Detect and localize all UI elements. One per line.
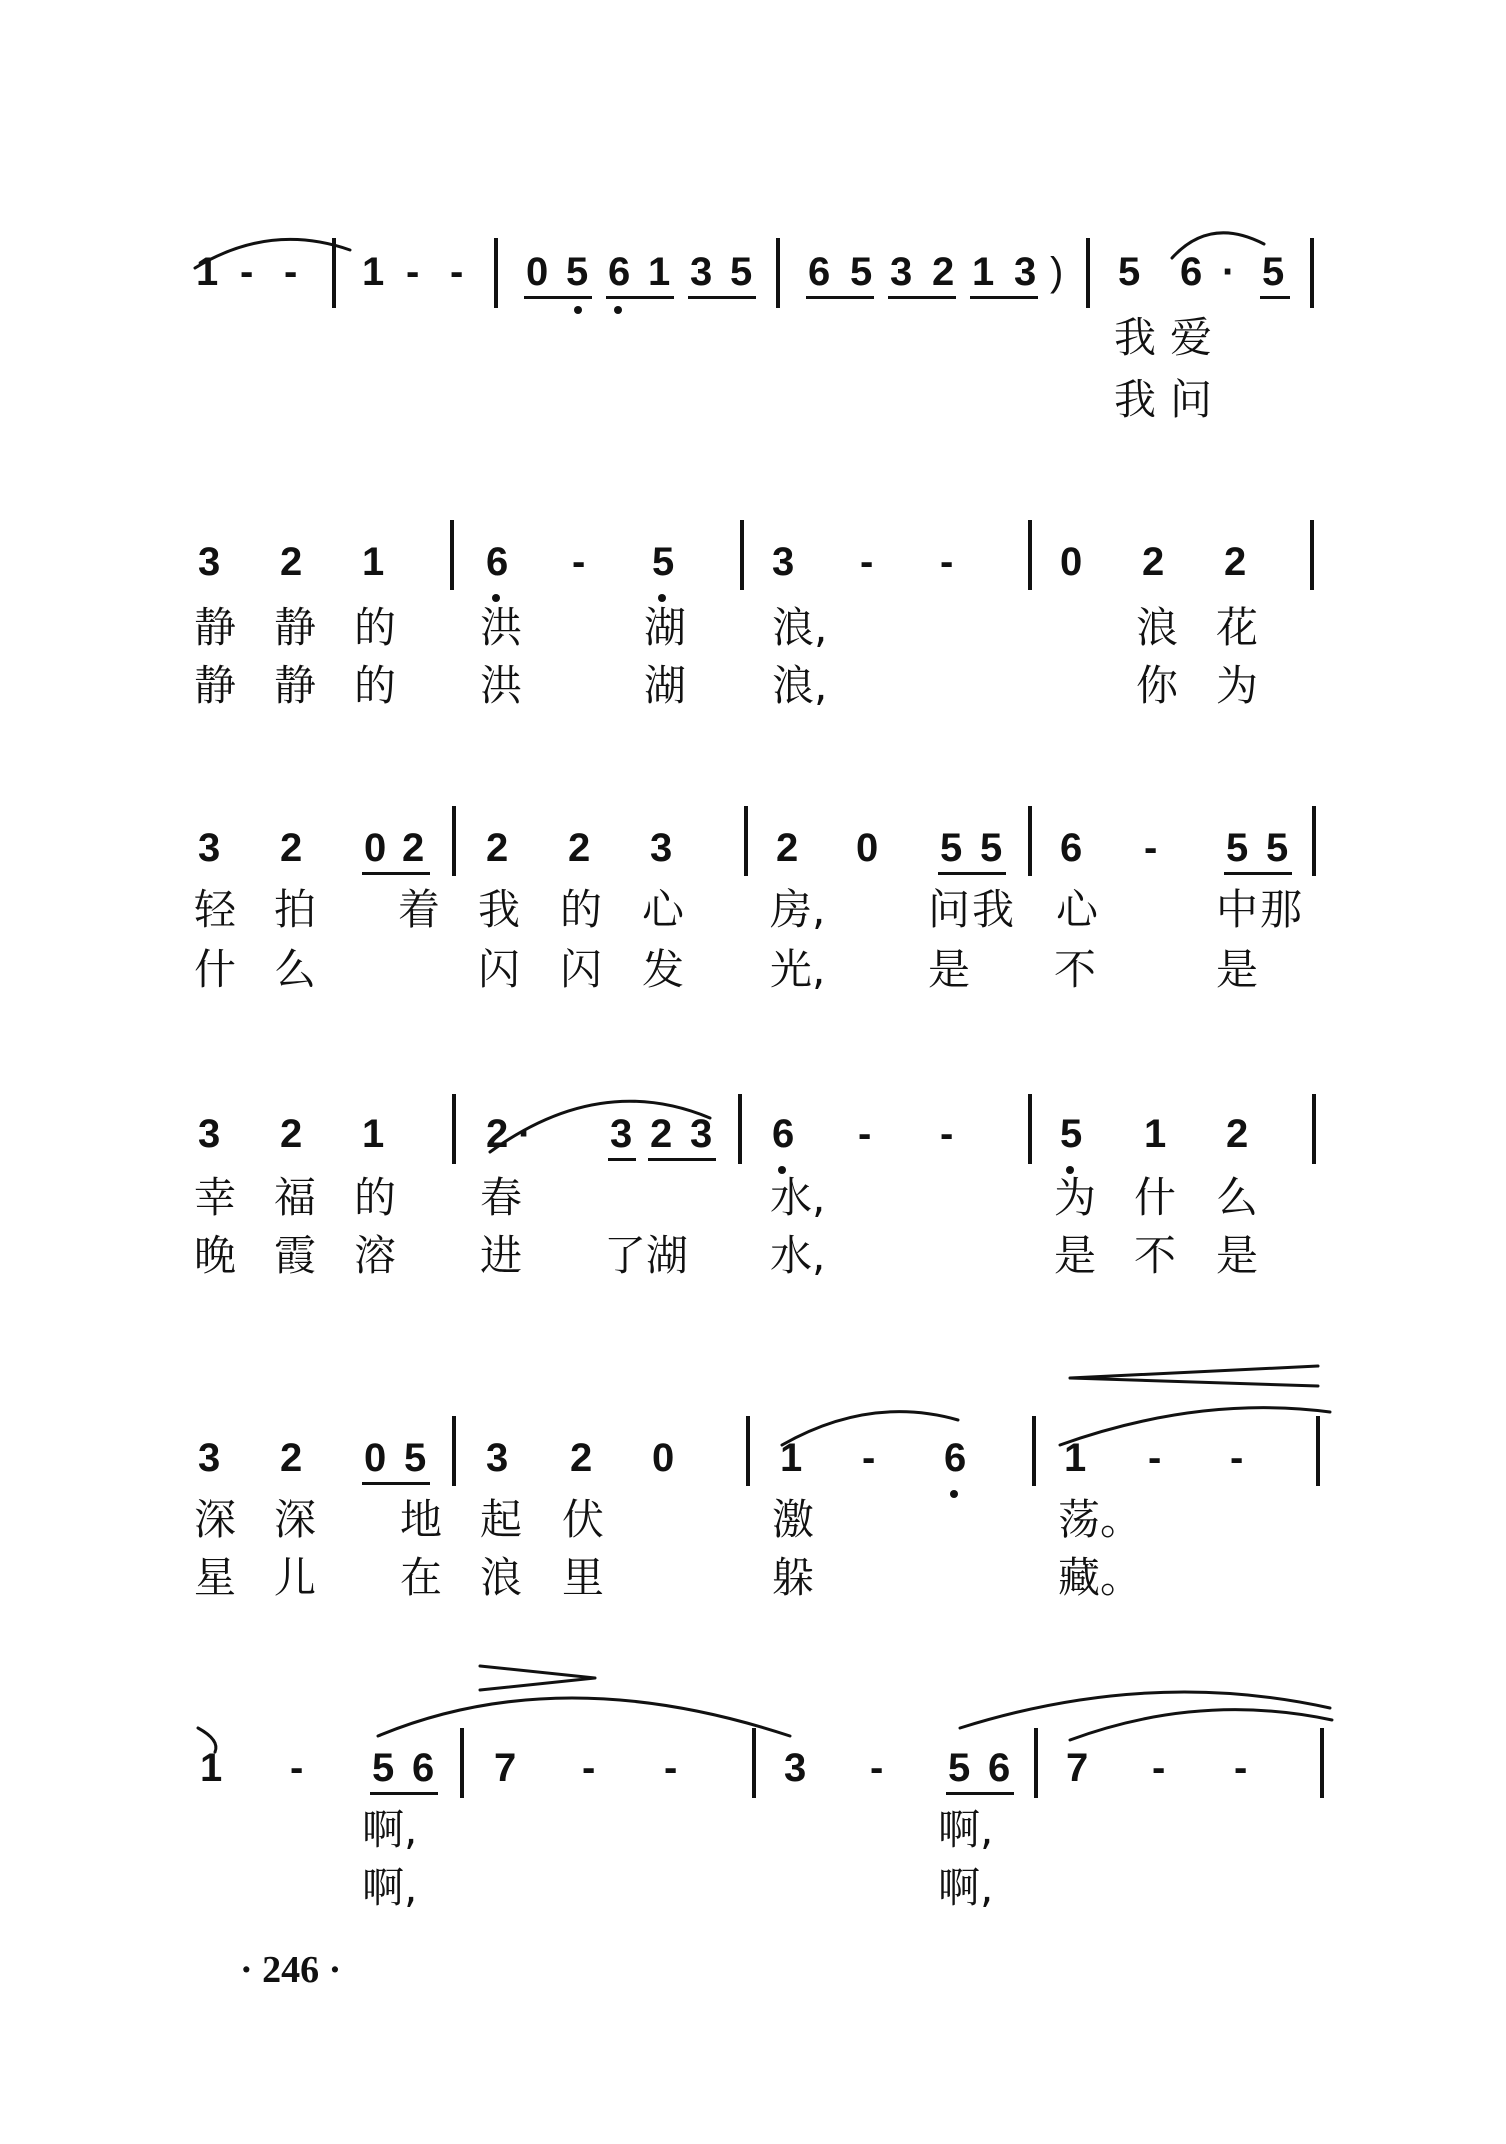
barline xyxy=(738,1094,742,1164)
lyric: 儿 xyxy=(274,1553,317,1602)
lyric: 我 xyxy=(972,885,1015,934)
note: 2 xyxy=(280,826,303,870)
low-octave-dot xyxy=(658,594,666,602)
note: - xyxy=(858,1112,872,1156)
note: 2 xyxy=(570,1436,593,1480)
note: 5 xyxy=(730,250,753,294)
lyric: 么 xyxy=(274,945,317,994)
note: 2 xyxy=(280,540,303,584)
lyric: 的 xyxy=(560,885,603,934)
note: - xyxy=(582,1746,596,1790)
underline xyxy=(362,872,430,875)
barline xyxy=(1310,238,1314,308)
lyric: 的 xyxy=(354,603,397,652)
note: 2 xyxy=(486,826,509,870)
underline xyxy=(688,296,756,299)
lyric: 不 xyxy=(1134,1231,1177,1280)
note: - xyxy=(1230,1436,1244,1480)
slur-line6-d xyxy=(1070,1710,1332,1740)
note: 1 xyxy=(780,1436,803,1480)
barline xyxy=(452,1094,456,1164)
lyric: 水, xyxy=(770,1173,826,1222)
note: 0 xyxy=(1060,540,1083,584)
note: 1 xyxy=(1144,1112,1167,1156)
note: - xyxy=(240,250,254,294)
note: 2 xyxy=(1224,540,1247,584)
barline xyxy=(1316,1416,1320,1486)
tie-1 xyxy=(195,239,350,268)
note: 6 xyxy=(608,250,631,294)
underline xyxy=(888,296,956,299)
underline xyxy=(370,1792,438,1795)
underline xyxy=(1260,296,1290,299)
lyric: 啊, xyxy=(362,1863,418,1912)
low-octave-dot xyxy=(950,1490,958,1498)
lyric: 了 xyxy=(604,1231,647,1280)
note: 3 xyxy=(772,540,795,584)
lyric: 啊, xyxy=(362,1805,418,1854)
note: 2 xyxy=(776,826,799,870)
barline xyxy=(452,1416,456,1486)
lyric: 进 xyxy=(480,1231,523,1280)
note: 7 xyxy=(1066,1746,1089,1790)
lyric: 闪 xyxy=(560,945,603,994)
lyric: 是 xyxy=(1054,1231,1097,1280)
lyric: 那 xyxy=(1260,885,1303,934)
lyric: 为 xyxy=(1216,661,1259,710)
note: 0 xyxy=(364,1436,387,1480)
note: 2 xyxy=(1142,540,1165,584)
lyric: 里 xyxy=(562,1553,605,1602)
lyric: 晚 xyxy=(194,1231,237,1280)
low-octave-dot xyxy=(492,594,500,602)
lyric: 房, xyxy=(770,885,826,934)
note: 2 xyxy=(280,1436,303,1480)
note: 1 xyxy=(200,1746,223,1790)
barline xyxy=(740,520,744,590)
lyric: 洪 xyxy=(480,661,523,710)
note: 3 xyxy=(690,250,713,294)
lyric: 着 xyxy=(398,885,441,934)
note: - xyxy=(284,250,298,294)
barline xyxy=(776,238,780,308)
lyric: 爱 xyxy=(1170,313,1213,362)
lyric: 浪 xyxy=(480,1553,523,1602)
lyric: 为 xyxy=(1054,1173,1097,1222)
page-number: · 246 · xyxy=(240,1949,342,1991)
lyric: 问 xyxy=(928,885,971,934)
lyric: 问 xyxy=(1170,375,1213,424)
note: 3 xyxy=(198,826,221,870)
note: 5 xyxy=(1262,250,1285,294)
note: - xyxy=(664,1746,678,1790)
barline xyxy=(752,1728,756,1798)
barline xyxy=(1034,1728,1038,1798)
note: - xyxy=(572,540,586,584)
note: 5 xyxy=(1060,1112,1083,1156)
note: 5 xyxy=(980,826,1003,870)
lyric: 静 xyxy=(194,661,237,710)
note: - xyxy=(290,1746,304,1790)
lyric: 浪, xyxy=(772,603,828,652)
lyric: 静 xyxy=(274,661,317,710)
lyric: 水, xyxy=(770,1231,826,1280)
barline xyxy=(332,238,336,308)
lyric: 闪 xyxy=(478,945,521,994)
note: 1 xyxy=(362,540,385,584)
barline xyxy=(1310,520,1314,590)
note: 0 xyxy=(652,1436,675,1480)
barline xyxy=(452,806,456,876)
lyric: 心 xyxy=(642,885,685,934)
underline xyxy=(362,1482,430,1485)
note: - xyxy=(406,250,420,294)
lyric: 溶 xyxy=(354,1231,397,1280)
lyric: 什 xyxy=(1134,1173,1177,1222)
note: 1 xyxy=(1064,1436,1087,1480)
note: 0 xyxy=(526,250,549,294)
note: 2 xyxy=(1226,1112,1249,1156)
slur-1-- xyxy=(1060,1408,1330,1445)
note: - xyxy=(870,1746,884,1790)
lyric: 深 xyxy=(194,1495,237,1544)
note: 5 xyxy=(850,250,873,294)
note: 0 xyxy=(856,826,879,870)
lyric: 啊, xyxy=(938,1863,994,1912)
lyric: 啊, xyxy=(938,1805,994,1854)
underline xyxy=(970,296,1038,299)
note: 6 xyxy=(1060,826,1083,870)
paren-close: ) xyxy=(1050,250,1064,294)
lyric: 光, xyxy=(770,945,826,994)
note: - xyxy=(450,250,464,294)
lyric: 湖 xyxy=(644,603,687,652)
note: 6 xyxy=(1180,250,1203,294)
lyric: 霞 xyxy=(274,1231,317,1280)
underline xyxy=(608,1158,636,1161)
lyric: 荡。 xyxy=(1058,1495,1143,1544)
note: 3 xyxy=(198,1112,221,1156)
lyric: 春 xyxy=(480,1173,523,1222)
lyric: 是 xyxy=(1216,1231,1259,1280)
note: 3 xyxy=(690,1112,713,1156)
lyric: 星 xyxy=(194,1553,237,1602)
lyric: 花 xyxy=(1216,603,1259,652)
underline xyxy=(606,296,674,299)
note: - xyxy=(940,540,954,584)
note: 3 xyxy=(650,826,673,870)
underline xyxy=(648,1158,716,1161)
lyric: 藏。 xyxy=(1058,1553,1143,1602)
note: 1 xyxy=(648,250,671,294)
lyric: 拍 xyxy=(274,885,317,934)
barline xyxy=(460,1728,464,1798)
hairpin-line6 xyxy=(480,1666,595,1690)
lyric: 是 xyxy=(1216,945,1259,994)
lyric: 中 xyxy=(1216,885,1259,934)
barline xyxy=(744,806,748,876)
lyric: 你 xyxy=(1136,661,1179,710)
lyric: 静 xyxy=(274,603,317,652)
lyric: 地 xyxy=(400,1495,443,1544)
note: 3 xyxy=(610,1112,633,1156)
note: 3 xyxy=(890,250,913,294)
note: 0 xyxy=(364,826,387,870)
barline xyxy=(1312,1094,1316,1164)
barline xyxy=(1032,1416,1036,1486)
note: 5 xyxy=(652,540,675,584)
dot-duration: · xyxy=(518,1112,532,1156)
barline xyxy=(746,1416,750,1486)
note: - xyxy=(1148,1436,1162,1480)
note: 3 xyxy=(198,1436,221,1480)
note: 5 xyxy=(372,1746,395,1790)
underline xyxy=(946,1792,1014,1795)
lyric: 的 xyxy=(354,661,397,710)
slur-line6-b xyxy=(378,1698,790,1736)
lyric: 是 xyxy=(928,945,971,994)
note: - xyxy=(1144,826,1158,870)
note: 2 xyxy=(568,826,591,870)
barline xyxy=(1028,1094,1032,1164)
lyric: 洪 xyxy=(480,603,523,652)
note: - xyxy=(862,1436,876,1480)
low-octave-dot xyxy=(614,306,622,314)
note: 2 xyxy=(650,1112,673,1156)
note: 2 xyxy=(280,1112,303,1156)
note: - xyxy=(940,1112,954,1156)
lyric: 湖 xyxy=(646,1231,689,1280)
lyric: 不 xyxy=(1054,945,1097,994)
underline xyxy=(938,872,1006,875)
barline xyxy=(450,520,454,590)
lyric: 轻 xyxy=(194,885,237,934)
hairpin-line5 xyxy=(1070,1366,1318,1386)
underline xyxy=(1224,872,1292,875)
lyric: 深 xyxy=(274,1495,317,1544)
note: - xyxy=(1234,1746,1248,1790)
barline xyxy=(1320,1728,1324,1798)
barline xyxy=(494,238,498,308)
note: 5 xyxy=(948,1746,971,1790)
note: 6 xyxy=(988,1746,1011,1790)
lyric: 发 xyxy=(642,945,685,994)
note: 6 xyxy=(486,540,509,584)
dot-duration: · xyxy=(1222,250,1236,294)
note: 3 xyxy=(784,1746,807,1790)
note: 5 xyxy=(1266,826,1289,870)
note: 7 xyxy=(494,1746,517,1790)
note: 6 xyxy=(772,1112,795,1156)
note: - xyxy=(860,540,874,584)
note: 3 xyxy=(486,1436,509,1480)
note: 6 xyxy=(808,250,831,294)
note: 2 xyxy=(402,826,425,870)
lyric: 湖 xyxy=(644,661,687,710)
note: 1 xyxy=(362,250,385,294)
lyric: 我 xyxy=(1114,375,1157,424)
note: 2 xyxy=(932,250,955,294)
note: - xyxy=(1152,1746,1166,1790)
slur-line6-c xyxy=(960,1692,1330,1728)
note: 5 xyxy=(1226,826,1249,870)
barline xyxy=(1028,520,1032,590)
lyric: 浪, xyxy=(772,661,828,710)
lyric: 福 xyxy=(274,1173,317,1222)
lyric: 躲 xyxy=(772,1553,815,1602)
note: 3 xyxy=(1014,250,1037,294)
low-octave-dot xyxy=(574,306,582,314)
lyric: 在 xyxy=(400,1553,443,1602)
lyric: 的 xyxy=(354,1173,397,1222)
note: 5 xyxy=(566,250,589,294)
lyric: 浪 xyxy=(1136,603,1179,652)
lyric: 幸 xyxy=(194,1173,237,1222)
lyric: 起 xyxy=(480,1495,523,1544)
barline xyxy=(1312,806,1316,876)
note: 5 xyxy=(940,826,963,870)
lyric: 激 xyxy=(772,1495,815,1544)
note: 5 xyxy=(404,1436,427,1480)
lyric: 伏 xyxy=(562,1495,605,1544)
note: 1 xyxy=(972,250,995,294)
note: 6 xyxy=(412,1746,435,1790)
note: 6 xyxy=(944,1436,967,1480)
note: 5 xyxy=(1118,250,1141,294)
note: 1 xyxy=(196,250,219,294)
lyric: 我 xyxy=(478,885,521,934)
underline xyxy=(524,296,592,299)
underline xyxy=(806,296,874,299)
note: 3 xyxy=(198,540,221,584)
lyric: 心 xyxy=(1056,885,1099,934)
note: 1 xyxy=(362,1112,385,1156)
lyric: 静 xyxy=(194,603,237,652)
lyric: 么 xyxy=(1216,1173,1259,1222)
lyric: 什 xyxy=(194,945,237,994)
lyric: 我 xyxy=(1114,313,1157,362)
barline xyxy=(1086,238,1090,308)
barline xyxy=(1028,806,1032,876)
note: 2 xyxy=(486,1112,509,1156)
